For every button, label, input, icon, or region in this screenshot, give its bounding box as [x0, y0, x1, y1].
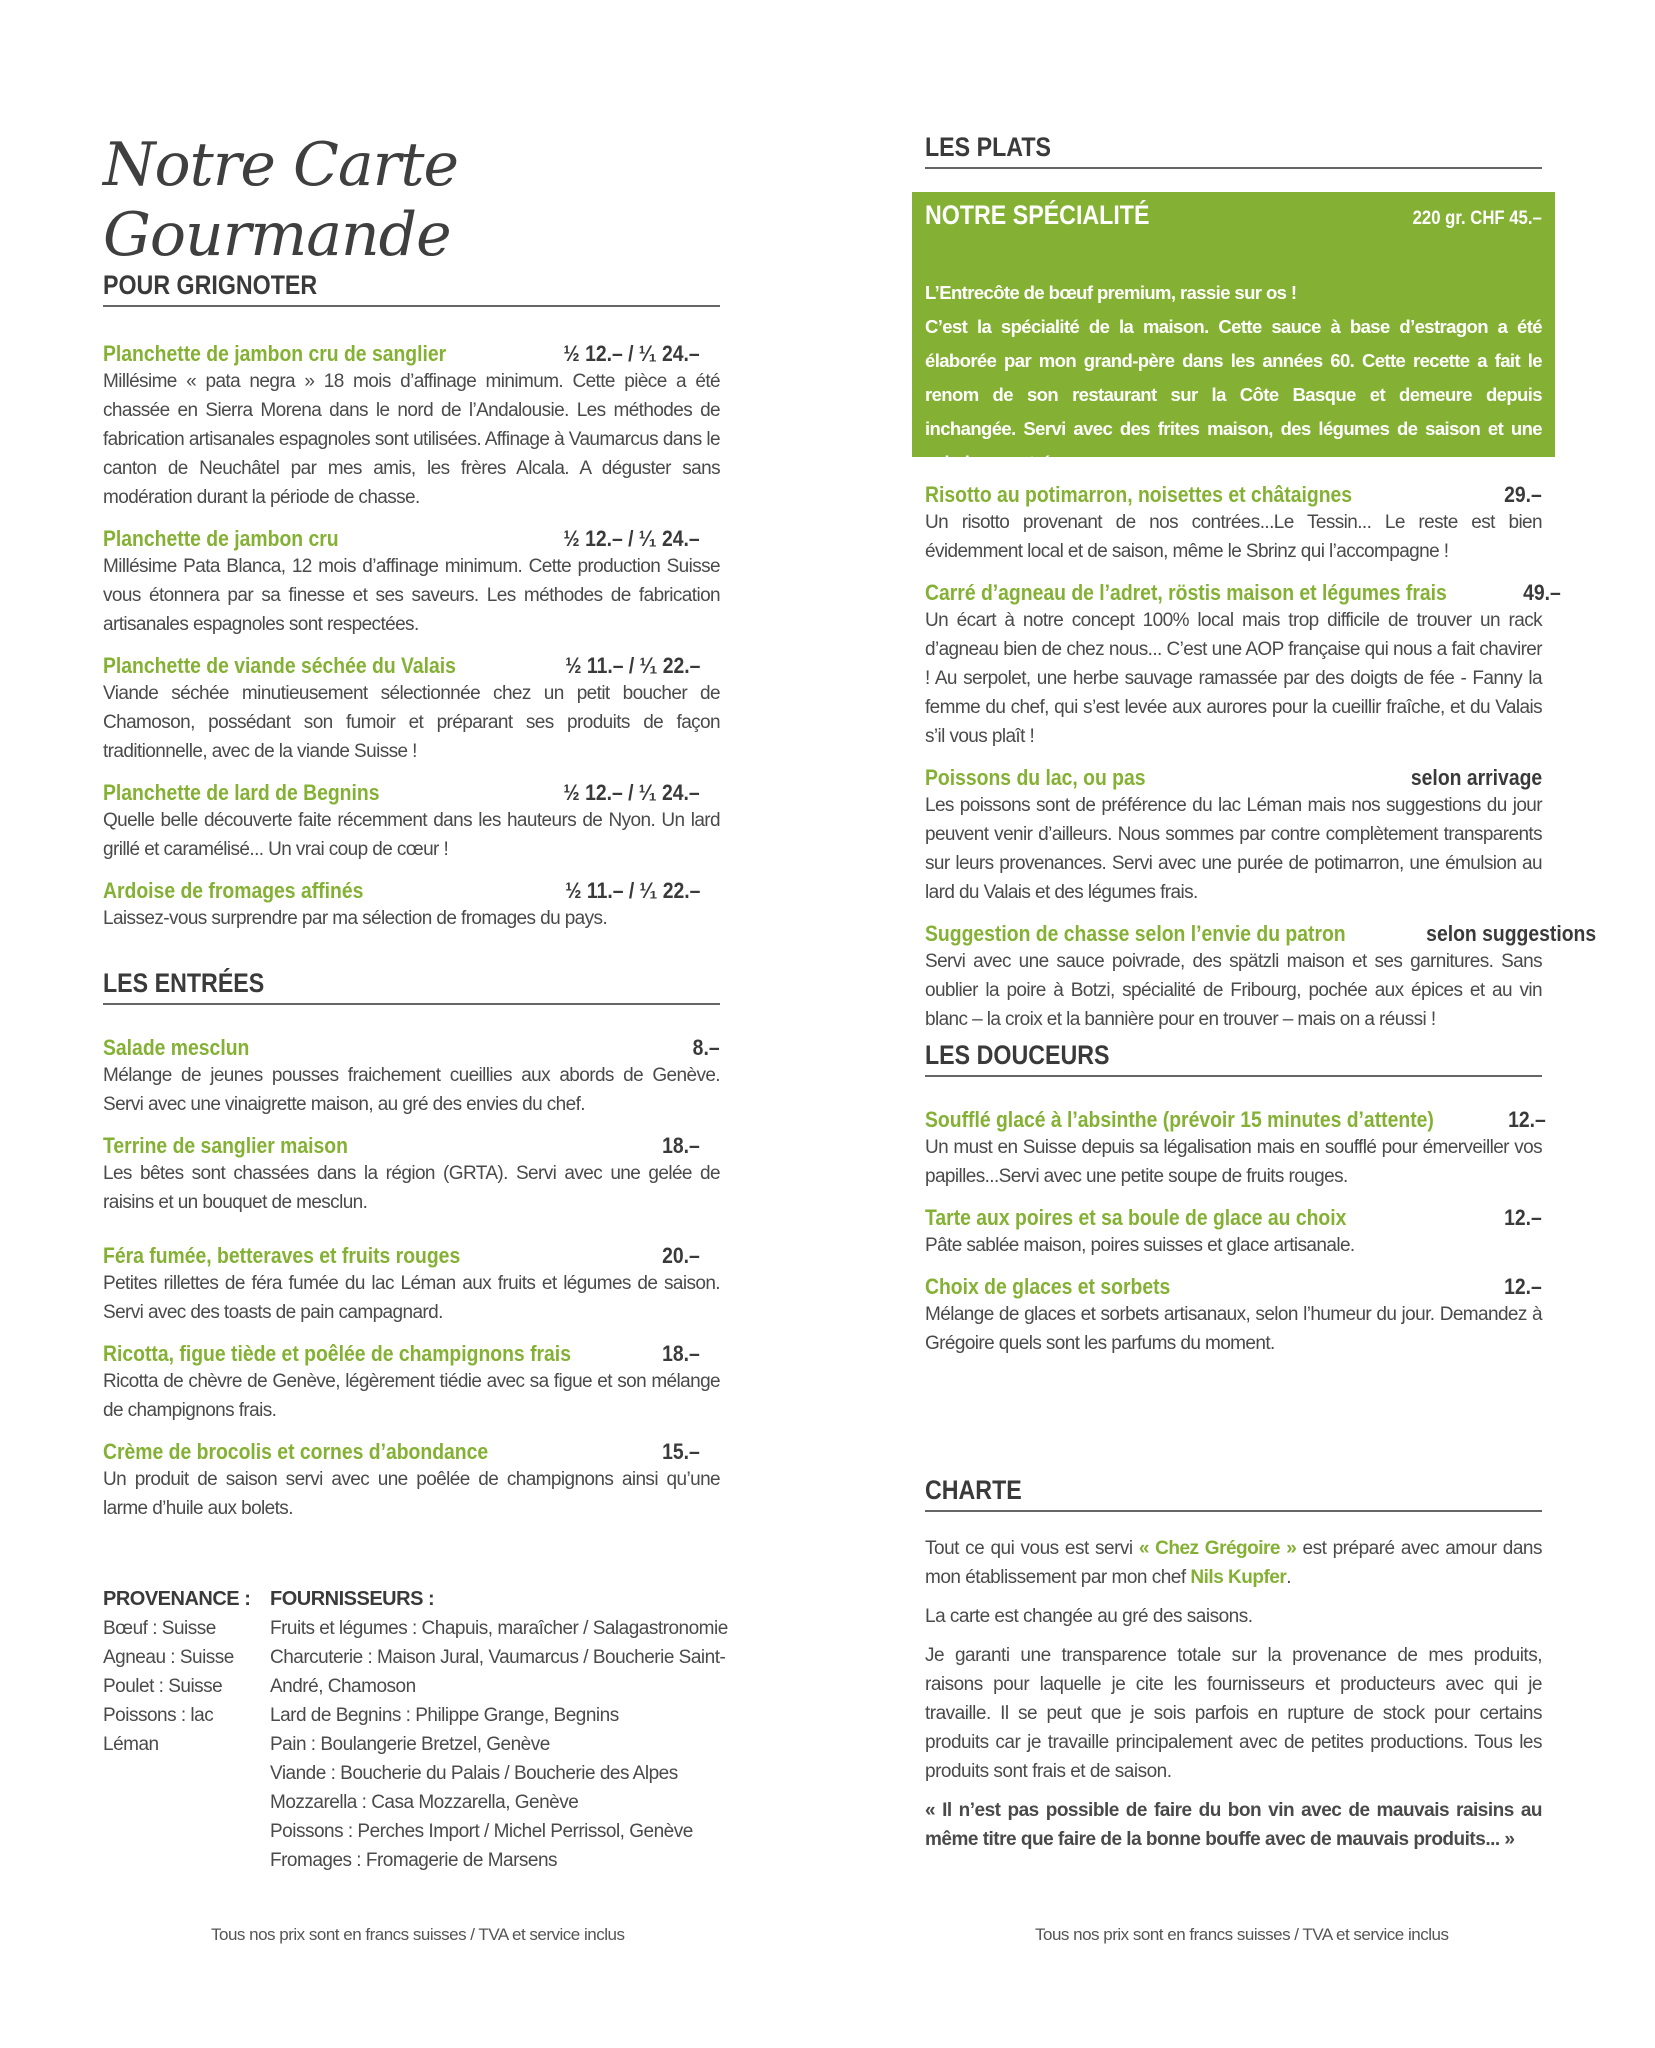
item-price: ½ 12.– / ¹⁄₁ 24.– — [563, 341, 700, 366]
charte-paragraph: Je garanti une transparence totale sur la provenance de mes produits, raisons pour laquelle je cite les fournisseurs et producteurs avec qui je travaille. Il se peut que je sois parfois en rupture de stock pour certains produits car je travaille principalement avec de petites productions. Tous les produits sont frais et de saison. — [925, 1645, 1542, 1782]
specialty-box — [912, 192, 1555, 473]
specialty-title: NOTRE SPÉCIALITÉ — [925, 200, 1150, 230]
restaurant-name: « Chez Grégoire » — [1138, 1538, 1297, 1559]
suppliers-column — [270, 1585, 730, 1875]
section-entrees — [103, 968, 720, 1523]
menu-item — [103, 341, 720, 512]
item-price: ½ 12.– / ¹⁄₁ 24.– — [563, 526, 700, 551]
item-price: 12.– — [1508, 1107, 1547, 1132]
menu-item — [925, 921, 1597, 1034]
item-name: Planchette de jambon cru — [103, 526, 339, 551]
item-name: Soufflé glacé à l’absinthe (prévoir 15 minutes d’attente) — [925, 1107, 1434, 1132]
item-description: Un must en Suisse depuis sa légalisation mais en soufflé pour émerveiller vos papilles...Servi avec une petite soupe de fruits rouges. — [925, 1137, 1542, 1187]
supplier-line: Fruits et légumes : Chapuis, maraîcher / Salagastronomie — [270, 1618, 728, 1639]
menu-item — [925, 1274, 1542, 1358]
item-price: 15.– — [662, 1439, 700, 1464]
menu-item — [925, 482, 1542, 566]
supplier-line: Viande : Boucherie du Palais / Boucherie des Alpes — [270, 1763, 678, 1784]
provenance-line: Poulet : Suisse — [103, 1676, 223, 1697]
provenance-line: Agneau : Suisse — [103, 1647, 234, 1668]
footer-note: Tous nos prix sont en francs suisses / TVA et service inclus — [211, 1925, 625, 1944]
item-description: Un écart à notre concept 100% local mais trop difficile de trouver un rack d’agneau bien de chez nous... C’est une AOP française qui nous a fait chavirer ! Au serpolet, une herbe sauvage ramassée par des doigts de fée - Fanny la femme du chef, qui s’est levée aux aurores pour la cueillir fraîche, et du Valais s’il vous plaît ! — [925, 610, 1542, 747]
item-description: Servi avec une sauce poivrade, des spätzli maison et ses garnitures. Sans oublier la poire à Botzi, spécialité de Fribourg, pochée aux épices et au vin blanc – la croix et la bannière pour en trouver – mais on a réussi ! — [925, 951, 1542, 1030]
specialty-description — [925, 276, 1542, 480]
item-name: Tarte aux poires et sa boule de glace au choix — [925, 1205, 1347, 1230]
plats-items — [925, 468, 1597, 1034]
item-name: Suggestion de chasse selon l’envie du patron — [925, 921, 1346, 946]
charte-text: est préparé avec amour dans mon établissement par mon chef — [925, 1538, 1543, 1588]
item-description: Millésime Pata Blanca, 12 mois d’affinage minimum. Cette production Suisse vous étonnera par sa finesse et ses saveurs. Les méthodes de fabrication artisanales espagnoles sont respectées. — [103, 556, 720, 635]
menu-item — [103, 1439, 720, 1523]
item-description: Viande séchée minutieusement sélectionnée chez un petit boucher de Chamoson, possédant son fumoir et préparant ses produits de façon traditionnelle, avec de la viande Suisse ! — [103, 683, 720, 762]
item-description: Millésime « pata negra » 18 mois d’affinage minimum. Cette pièce a été chassée en Sierra Morena dans le nord de l’Andalousie. Les méthodes de fabrication artisanales espagnoles sont utilisées. Affinage à Vaumarcus dans le canton de Neuchâtel par mes amis, les frères Alcala. A déguster sans modération durant la période de chasse. — [103, 371, 720, 508]
item-description: Mélange de jeunes pousses fraichement cueillies aux abords de Genève. Servi avec une vinaigrette maison, au gré des envies du chef. — [103, 1065, 720, 1115]
charte-paragraph: La carte est changée au gré des saisons. — [925, 1606, 1253, 1627]
menu-item — [103, 1243, 720, 1327]
item-name: Terrine de sanglier maison — [103, 1133, 348, 1158]
provenance-heading: PROVENANCE : — [103, 1588, 251, 1610]
item-name: Carré d’agneau de l’adret, röstis maison et légumes frais — [925, 580, 1447, 605]
menu-item — [103, 878, 720, 933]
item-price: 18.– — [662, 1133, 700, 1158]
item-name: Planchette de lard de Begnins — [103, 780, 380, 805]
item-price: 29.– — [1504, 482, 1542, 507]
item-name: Féra fumée, betteraves et fruits rouges — [103, 1243, 461, 1268]
menu-item — [103, 1341, 720, 1425]
item-description: Pâte sablée maison, poires suisses et glace artisanale. — [925, 1235, 1355, 1256]
supplier-line: Poissons : Perches Import / Michel Perrissol, Genève — [270, 1821, 693, 1842]
item-name: Crème de brocolis et cornes d’abondance — [103, 1439, 489, 1464]
item-description: Petites rillettes de féra fumée du lac Léman aux fruits et légumes de saison. Servi avec des toasts de pain campagnard. — [103, 1273, 720, 1323]
section-heading-underline — [925, 1475, 1542, 1512]
section-heading: CHARTE — [925, 1475, 1022, 1505]
item-description: Les poissons sont de préférence du lac Léman mais nos suggestions du jour peuvent venir d’ailleurs. Nous sommes par contre complètement transparents sur leurs provenances. Servi avec une purée de potimarron, une émulsion au lard du Valais et des légumes frais. — [925, 795, 1542, 903]
supplier-line: Mozzarella : Casa Mozzarella, Genève — [270, 1792, 579, 1813]
item-price: selon arrivage — [1410, 765, 1542, 790]
specialty-line: C’est la spécialité de la maison. Cette sauce à base d’estragon a été élaborée par mon grand-père dans les années 60. Cette recette a fait le renom de son restaurant sur la Côte Basque et demeure depuis inchangée. Servi avec des frites maison, des légumes de saison et une salade en entrée. — [925, 316, 1542, 473]
item-price: ½ 12.– / ¹⁄₁ 24.– — [563, 780, 700, 805]
item-name: Ricotta, figue tiède et poêlée de champignons frais — [103, 1341, 571, 1366]
item-price: ½ 11.– / ¹⁄₁ 22.– — [564, 878, 700, 903]
section-heading: LES PLATS — [925, 132, 1052, 162]
item-name: Poissons du lac, ou pas — [925, 765, 1146, 790]
item-price: ½ 11.– / ¹⁄₁ 22.– — [564, 653, 700, 678]
item-description: Laissez-vous surprendre par ma sélection de fromages du pays. — [103, 908, 608, 929]
item-name: Planchette de jambon cru de sanglier — [103, 341, 447, 366]
charte-paragraph — [925, 1534, 1542, 1592]
section-heading-underline — [925, 132, 1542, 169]
menu-item — [103, 526, 720, 639]
section-douceurs — [925, 1040, 1547, 1358]
provenance-column — [103, 1585, 263, 1759]
section-charte — [925, 1475, 1542, 1854]
charte-text: Tout ce qui vous est servi — [925, 1538, 1139, 1559]
item-name: Choix de glaces et sorbets — [925, 1274, 1171, 1299]
supplier-line: Charcuterie : Maison Jural, Vaumarcus / Boucherie Saint- — [270, 1647, 726, 1668]
supplier-line: Lard de Begnins : Philippe Grange, Begnins — [270, 1705, 619, 1726]
menu-item — [925, 1107, 1547, 1191]
menu-item — [103, 780, 720, 864]
menu-item — [103, 1035, 720, 1119]
item-price: 12.– — [1504, 1274, 1542, 1299]
item-description: Quelle belle découverte faite récemment dans les hauteurs de Nyon. Un lard grillé et caramélisé... Un vrai coup de cœur ! — [103, 810, 720, 860]
item-name: Planchette de viande séchée du Valais — [103, 653, 456, 678]
item-price: selon suggestions — [1426, 921, 1597, 946]
provenance-line: Poissons : lac Léman — [103, 1705, 214, 1755]
specialty-header — [925, 200, 1542, 231]
item-name: Salade mesclun — [103, 1035, 250, 1060]
item-description: Les bêtes sont chassées dans la région (GRTA). Servi avec une gelée de raisins et un bouquet de mesclun. — [103, 1163, 720, 1213]
item-price: 12.– — [1504, 1205, 1542, 1230]
menu-item — [103, 653, 720, 766]
charte-quote: « Il n’est pas possible de faire du bon vin avec de mauvais raisins au même titre que faire de la bonne bouffe avec de mauvais produits... » — [925, 1800, 1542, 1850]
provenance-line: Bœuf : Suisse — [103, 1618, 216, 1639]
section-heading-underline — [103, 270, 720, 307]
chef-name: Nils Kupfer — [1190, 1567, 1287, 1588]
specialty-line: L’Entrecôte de bœuf premium, rassie sur os ! — [925, 282, 1297, 303]
footer-note: Tous nos prix sont en francs suisses / TVA et service inclus — [1035, 1925, 1449, 1944]
menu-item — [925, 580, 1561, 751]
item-price: 8.– — [693, 1035, 720, 1060]
supplier-line: Fromages : Fromagerie de Marsens — [270, 1850, 558, 1871]
section-heading-underline — [103, 968, 720, 1005]
specialty-price: 220 gr. CHF 45.– — [1412, 208, 1542, 229]
page-title: Notre Carte Gourmande — [103, 130, 458, 270]
menu-item — [925, 765, 1542, 907]
item-price: 49.– — [1523, 580, 1561, 605]
item-name: Risotto au potimarron, noisettes et châtaignes — [925, 482, 1353, 507]
item-description: Un produit de saison servi avec une poêlée de champignons ainsi qu’une larme d’huile aux bolets. — [103, 1469, 720, 1519]
section-plats — [925, 132, 1542, 169]
item-name: Ardoise de fromages affinés — [103, 878, 364, 903]
section-heading: LES ENTRÉES — [103, 968, 265, 998]
section-heading: POUR GRIGNOTER — [103, 270, 318, 300]
menu-item — [925, 1205, 1542, 1260]
item-price: 18.– — [662, 1341, 700, 1366]
item-description: Mélange de glaces et sorbets artisanaux, selon l’humeur du jour. Demandez à Grégoire quels sont les parfums du moment. — [925, 1304, 1542, 1354]
supplier-line: Pain : Boulangerie Bretzel, Genève — [270, 1734, 550, 1755]
item-price: 20.– — [662, 1243, 700, 1268]
section-grignoter — [103, 270, 720, 933]
supplier-line: André, Chamoson — [270, 1676, 416, 1697]
item-description: Ricotta de chèvre de Genève, légèrement tiédie avec sa figue et son mélange de champignons frais. — [103, 1371, 720, 1421]
item-description: Un risotto provenant de nos contrées...Le Tessin... Le reste est bien évidemment local et de saison, même le Sbrinz qui l’accompagne ! — [925, 512, 1542, 562]
suppliers-heading: FOURNISSEURS : — [270, 1588, 435, 1610]
menu-item — [103, 1133, 720, 1217]
charte-text: . — [1286, 1567, 1292, 1588]
section-heading: LES DOUCEURS — [925, 1040, 1110, 1070]
section-heading-underline — [925, 1040, 1542, 1077]
